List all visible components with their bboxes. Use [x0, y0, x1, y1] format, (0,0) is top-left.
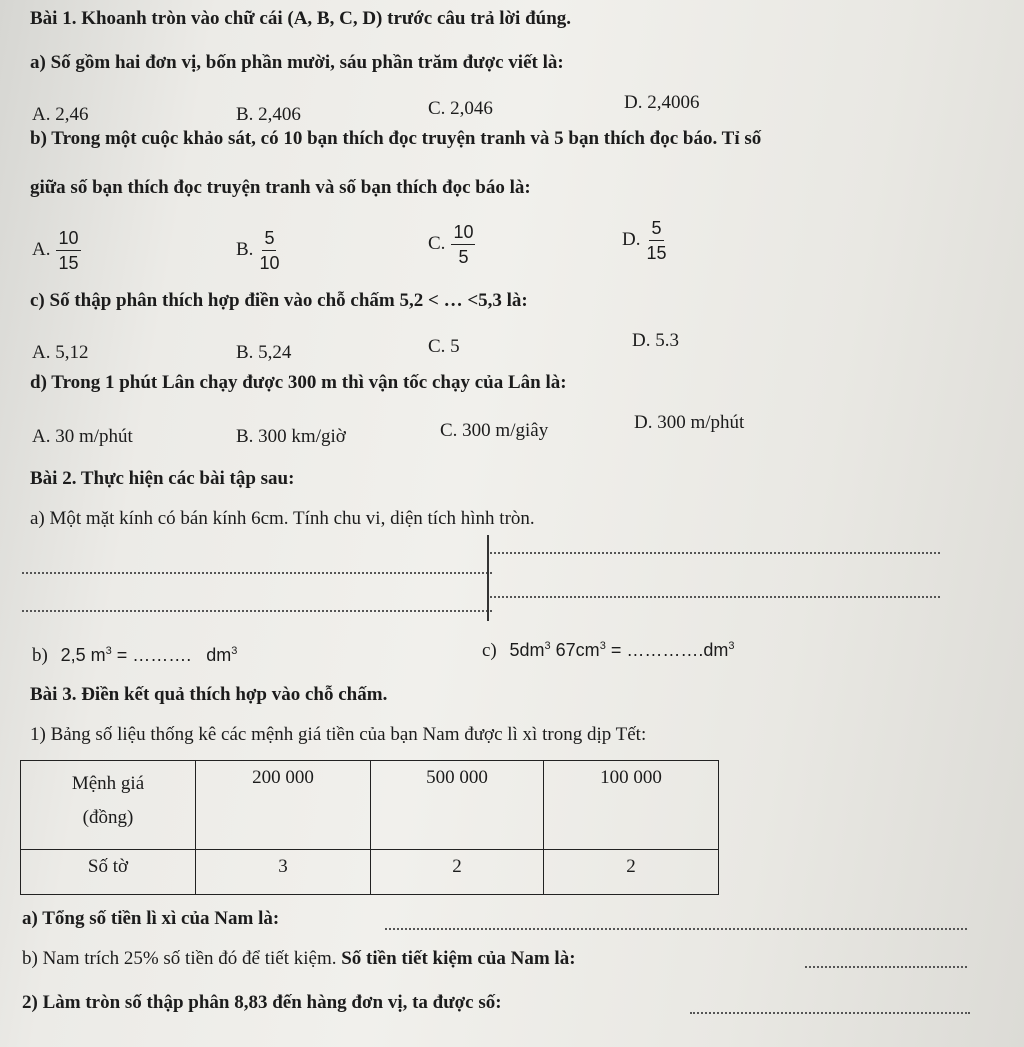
volume-value: 67cm [550, 640, 600, 660]
table-cell: 100 000 [544, 761, 719, 850]
bai1-c-question: c) Số thập phân thích hợp điền vào chỗ chấm 5,2 < … <5,3 là: [30, 290, 528, 311]
bai1-a-option-d: D. 2,4006 [624, 92, 700, 113]
bai2-b-expression [61, 645, 238, 665]
table-cell: 2 [544, 850, 719, 895]
option-letter: D. [622, 228, 641, 250]
bai1-b-question-line2: giữa số bạn thích đọc truyện tranh và số bạn thích đọc báo là: [30, 177, 531, 198]
table-row [21, 850, 719, 895]
bai1-d-question: d) Trong 1 phút Lân chạy được 300 m thì vận tốc chạy của Lân là: [30, 372, 567, 393]
bai1-b-option-a [32, 228, 81, 273]
bai1-d-option-b: B. 300 km/giờ [236, 426, 346, 447]
bai3-q1: 1) Bảng số liệu thống kê các mệnh giá tiền của bạn Nam được lì xì trong dịp Tết: [30, 724, 647, 745]
numerator: 10 [56, 228, 80, 251]
bai3-b [22, 948, 576, 970]
exponent: 3 [544, 640, 551, 652]
bai2-a-question: a) Một mặt kính có bán kính 6cm. Tính chu vi, diện tích hình tròn. [30, 508, 535, 529]
answer-line [385, 928, 967, 930]
answer-line [22, 610, 492, 612]
bai1-a-option-c: C. 2,046 [428, 98, 493, 119]
unit: dm [703, 640, 729, 660]
bai3-b-part1: b) Nam trích 25% số tiền đó để tiết kiệm. [22, 948, 342, 969]
fraction [259, 228, 279, 273]
fraction [451, 222, 475, 267]
denominator: 15 [58, 253, 79, 273]
table-row [21, 761, 719, 850]
bai1-c-option-c: C. 5 [428, 336, 460, 357]
bai1-b-option-d [622, 218, 667, 263]
unit: dm [206, 645, 232, 665]
fraction [56, 228, 80, 273]
table-cell: 200 000 [196, 761, 371, 850]
table-row-label: Số tờ [21, 850, 196, 895]
bai1-b-option-c [428, 222, 475, 267]
table-cell: 3 [196, 850, 371, 895]
table-cell: 2 [371, 850, 544, 895]
bai1-c-option-b: B. 5,24 [236, 342, 292, 363]
bai1-b-question-line1: b) Trong một cuộc khảo sát, có 10 bạn thích đọc truyện tranh và 5 bạn thích đọc báo. Tỉ số [30, 128, 762, 149]
bai1-a-option-a: A. 2,46 [32, 104, 89, 125]
option-letter: A. [32, 238, 51, 260]
bai1-b-option-b [236, 228, 279, 273]
bai2-c [482, 640, 734, 662]
volume-value: 2,5 m [60, 645, 106, 665]
divider-line [487, 535, 489, 621]
bai2-b [32, 645, 237, 667]
header-label-line2: (đồng) [82, 807, 134, 828]
numerator: 5 [262, 228, 276, 251]
option-letter: B. [236, 238, 254, 260]
exponent: 3 [105, 645, 112, 657]
denominator: 10 [259, 253, 280, 273]
bai2-c-prefix: c) [482, 640, 497, 661]
bai2-title: Bài 2. Thực hiện các bài tập sau: [30, 468, 295, 489]
bai1-d-option-a: A. 30 m/phút [32, 426, 133, 447]
bai3-b-part2: Số tiền tiết kiệm của Nam là: [341, 948, 576, 969]
denomination-table [20, 760, 719, 895]
option-letter: C. [428, 232, 446, 254]
numerator: 5 [649, 218, 663, 241]
table-header-label [21, 761, 196, 850]
exponent: 3 [728, 640, 735, 652]
header-label-line1: Mệnh giá [71, 773, 145, 794]
bai1-c-option-d: D. 5.3 [632, 330, 679, 351]
exponent: 3 [599, 640, 606, 652]
bai1-d-option-d: D. 300 m/phút [634, 412, 745, 433]
bai1-title: Bài 1. Khoanh tròn vào chữ cái (A, B, C, D) trước câu trả lời đúng. [30, 8, 572, 29]
answer-line [805, 966, 967, 968]
answer-line [490, 596, 940, 598]
table-cell: 500 000 [371, 761, 544, 850]
denominator: 5 [458, 247, 469, 267]
bai1-a-question: a) Số gồm hai đơn vị, bốn phần mười, sáu phần trăm được viết là: [30, 52, 564, 73]
equals-blank: = …………. [605, 640, 704, 660]
volume-value: 5dm [509, 640, 545, 660]
bai3-a: a) Tổng số tiền lì xì của Nam là: [22, 908, 280, 929]
bai2-c-expression [510, 640, 735, 660]
answer-line [22, 572, 492, 574]
bai2-b-prefix: b) [32, 645, 48, 666]
bai1-d-option-c: C. 300 m/giây [440, 420, 549, 441]
equals-blank: = ………. [111, 645, 192, 665]
numerator: 10 [451, 222, 475, 245]
bai1-c-option-a: A. 5,12 [32, 342, 89, 363]
fraction [646, 218, 666, 263]
answer-line [490, 552, 940, 554]
bai3-q2: 2) Làm tròn số thập phân 8,83 đến hàng đơn vị, ta được số: [22, 992, 502, 1013]
bai3-title: Bài 3. Điền kết quả thích hợp vào chỗ chấm. [30, 684, 388, 705]
exponent: 3 [231, 645, 238, 657]
bai1-a-option-b: B. 2,406 [236, 104, 301, 125]
answer-line [690, 1012, 970, 1014]
denominator: 15 [646, 243, 667, 263]
